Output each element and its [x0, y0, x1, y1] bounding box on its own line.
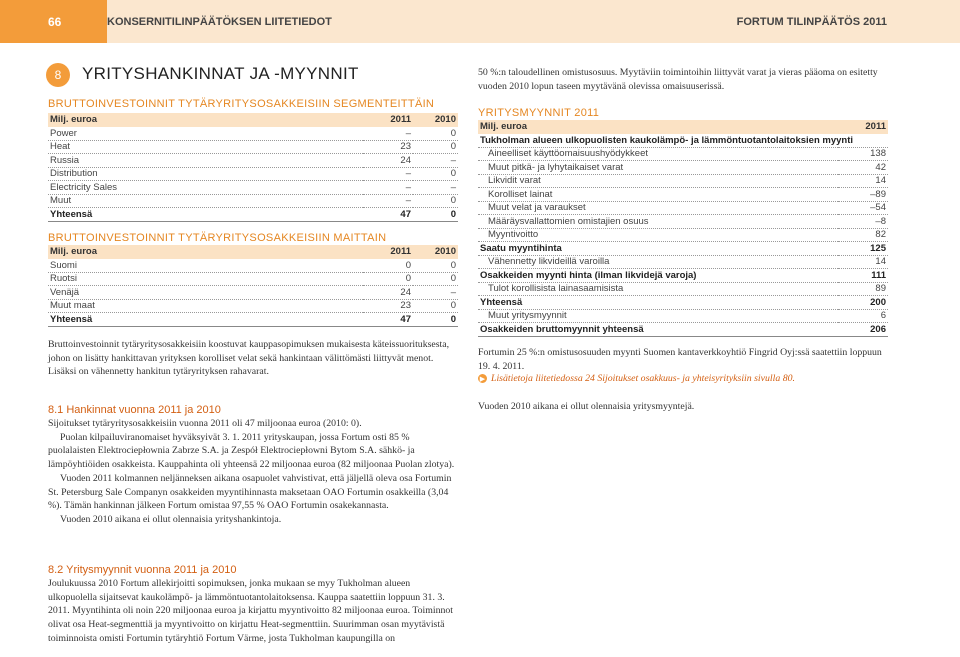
- section-8-2-heading: 8.2 Yritysmyynnit vuonna 2011 ja 2010: [48, 564, 237, 576]
- page-number: 66: [0, 0, 107, 43]
- section-title: YRITYSHANKINNAT JA -MYYNNIT: [82, 64, 359, 83]
- table-row: Tulot korollisista lainasaamisista 89: [478, 282, 888, 296]
- column-header: Milj. euroa: [48, 113, 363, 127]
- section-number-badge: 8: [46, 63, 70, 87]
- table-row: Muut velat ja varaukset –54: [478, 201, 888, 215]
- table-row: Myyntivoitto 82: [478, 228, 888, 242]
- column-header: 2010: [413, 245, 458, 259]
- table-total-row: Yhteensä 47 0: [50, 208, 456, 220]
- note-reference-text[interactable]: Lisätietoja liitetiedossa 24 Sijoitukset osakkuus- ja yhteisyrityksiin sivulla 80.: [491, 373, 795, 384]
- segment-investments-table: [48, 113, 458, 222]
- table-row: Määräysvallattomien omistajien osuus –8: [478, 215, 888, 229]
- note-reference-link[interactable]: [478, 373, 795, 384]
- table-row: Venäjä 24 –: [50, 286, 456, 298]
- right-top-paragraph: 50 %:n taloudellinen omistusosuus. Myytäviin toimintoihin liittyvät varat ja vieras pääoma on esitetty vuoden 2010 lopun taseen myytävänä olevissa omaisuuserissä.: [478, 67, 878, 92]
- table-row: Ruotsi 0 0: [50, 273, 456, 285]
- table-row: Suomi 0 0: [50, 259, 456, 271]
- table1-heading: BRUTTOINVESTOINNIT TYTÄRYRITYSOSAKKEISIIN SEGMENTEITTÄIN: [48, 98, 435, 110]
- arrow-right-icon: ▶: [479, 374, 486, 383]
- table-row: Distribution – 0: [50, 168, 456, 180]
- section-8-1-body: Sijoitukset tytäryritysosakkeisiin vuonna 2011 oli 47 miljoonaa euroa (2010: 0). Puolan kilpailuviranomaiset hyväksyivät 3. 1. 2011 yrityskaupan, jossa Fortum osti 85 % puolalaisten Elektrociepłownia Zabrze S.A. ja Zespół Elektrociepłowni Bytom S.A. sähkö- ja lämpöyhtiöiden osakkeista. Kauppahinta oli yhteensä 22 miljoonaa euroa (82 miljoonaa Puolan zlotya). Vuoden 2011 kolmannen neljänneksen aikana osapuolet vahvistivat, että jäljellä oleva osa Fortumin St. Petersburg Sale Companyn osakkeiden myyntihinnasta maksetaan OAO Fortumin osakkeilla (3,04 %). Tämän hankinnan jälkeen Fortum omistaa 97,55 % OAO Fortumin osakekannasta. Vuoden 2010 aikana ei ollut olennaisia yrityshankintoja.: [48, 418, 455, 525]
- investments-explanation: Bruttoinvestoinnit tytäryritysosakkeisiin koostuvat kauppasopimuksen mukaisesta käteissuorituksesta, johon on lisätty hankittavan yrityksen korolliset velat sekä hankintaan välittömästi liittyvät menot. Lisäksi on vähennetty hankitun tytäryrityksen rahavarat.: [48, 339, 450, 378]
- table-row: Muut yritysmyynnit 6: [478, 309, 888, 323]
- table-row: Muut maat 23 0: [50, 300, 456, 312]
- column-header: 2011: [363, 113, 413, 127]
- table-row: Heat 23 0: [50, 141, 456, 153]
- table-row: Vähennetty likvideillä varoilla 14: [478, 255, 888, 269]
- table-row: Electricity Sales – –: [50, 181, 456, 193]
- section-8-1-heading: 8.1 Hankinnat vuonna 2011 ja 2010: [48, 404, 221, 416]
- table-total-row: Yhteensä 47 0: [50, 313, 456, 325]
- table-row: Power – 0: [50, 127, 456, 139]
- right-final-paragraph: Vuoden 2010 aikana ei ollut olennaisia yritysmyyntejä.: [478, 401, 695, 412]
- fingrid-paragraph: Fortumin 25 %:n omistusosuuden myynti Suomen kantaverkkoyhtiö Fingrid Oyj:ssä saatettiin loppuun 19. 4. 2011.: [478, 347, 882, 372]
- table-header-row: [478, 120, 888, 134]
- table-row: Osakkeiden myynti hinta (ilman likvidejä varoja) 111: [480, 269, 886, 281]
- table-row: Muut – 0: [50, 195, 456, 207]
- table-row: Saatu myyntihinta 125: [480, 242, 886, 254]
- table2-heading: BRUTTOINVESTOINNIT TYTÄRYRITYSOSAKKEISIIN MAITTAIN: [48, 232, 387, 244]
- table-row: Russia 24 –: [50, 154, 456, 166]
- table-header-row: [48, 245, 458, 259]
- table-row: Korolliset lainat –89: [478, 188, 888, 202]
- table-header-row: [48, 113, 458, 127]
- table-group-row: Tukholman alueen ulkopuolisten kaukolämpö- ja lämmöntuotantolaitoksien myynti: [478, 134, 888, 148]
- column-header: 2011: [363, 245, 413, 259]
- table-row: Yhteensä 200: [480, 296, 886, 308]
- table3-heading: YRITYSMYYNNIT 2011: [478, 107, 600, 119]
- header-left-title: KONSERNITILINPÄÄTÖKSEN LIITETIEDOT: [107, 0, 673, 43]
- table-row: Likvidit varat 14: [478, 174, 888, 188]
- column-header: Milj. euroa: [478, 120, 838, 134]
- column-header: Milj. euroa: [48, 245, 363, 259]
- divestments-table: [478, 120, 888, 337]
- table-total-row: Osakkeiden bruttomyynnit yhteensä 206: [480, 323, 886, 335]
- table-row: Aineelliset käyttöomaisuushyödykkeet 138: [478, 147, 888, 161]
- country-investments-table: [48, 245, 458, 327]
- page-header: [0, 0, 960, 43]
- column-header: 2010: [413, 113, 458, 127]
- table-row: Muut pitkä- ja lyhytaikaiset varat 42: [478, 161, 888, 175]
- header-right-title: FORTUM TILINPÄÄTÖS 2011: [673, 0, 960, 43]
- section-8-2-body: Joulukuussa 2010 Fortum allekirjoitti sopimuksen, jonka mukaan se myy Tukholman alueen ulkopuolella sijaitsevat kaukolämpö- ja lämmöntuotantolaitoksensa. Kauppa saatettiin loppuun 31. 3. 2011. Myyntihinta oli noin 220 miljoonaa euroa ja kirjattu myyntivoitto 82 miljoonaa euroa. Toiminnot olivat osa Heat-segmenttiä ja myyntivoitto on kirjattu Heat-segmenttiin. Suurimman osan myytävistä toiminnoista omisti Fortumin tytäryhtiö Fortum Värme, josta Tukholman kaupungilla on: [48, 578, 454, 644]
- column-header: 2011: [838, 120, 888, 134]
